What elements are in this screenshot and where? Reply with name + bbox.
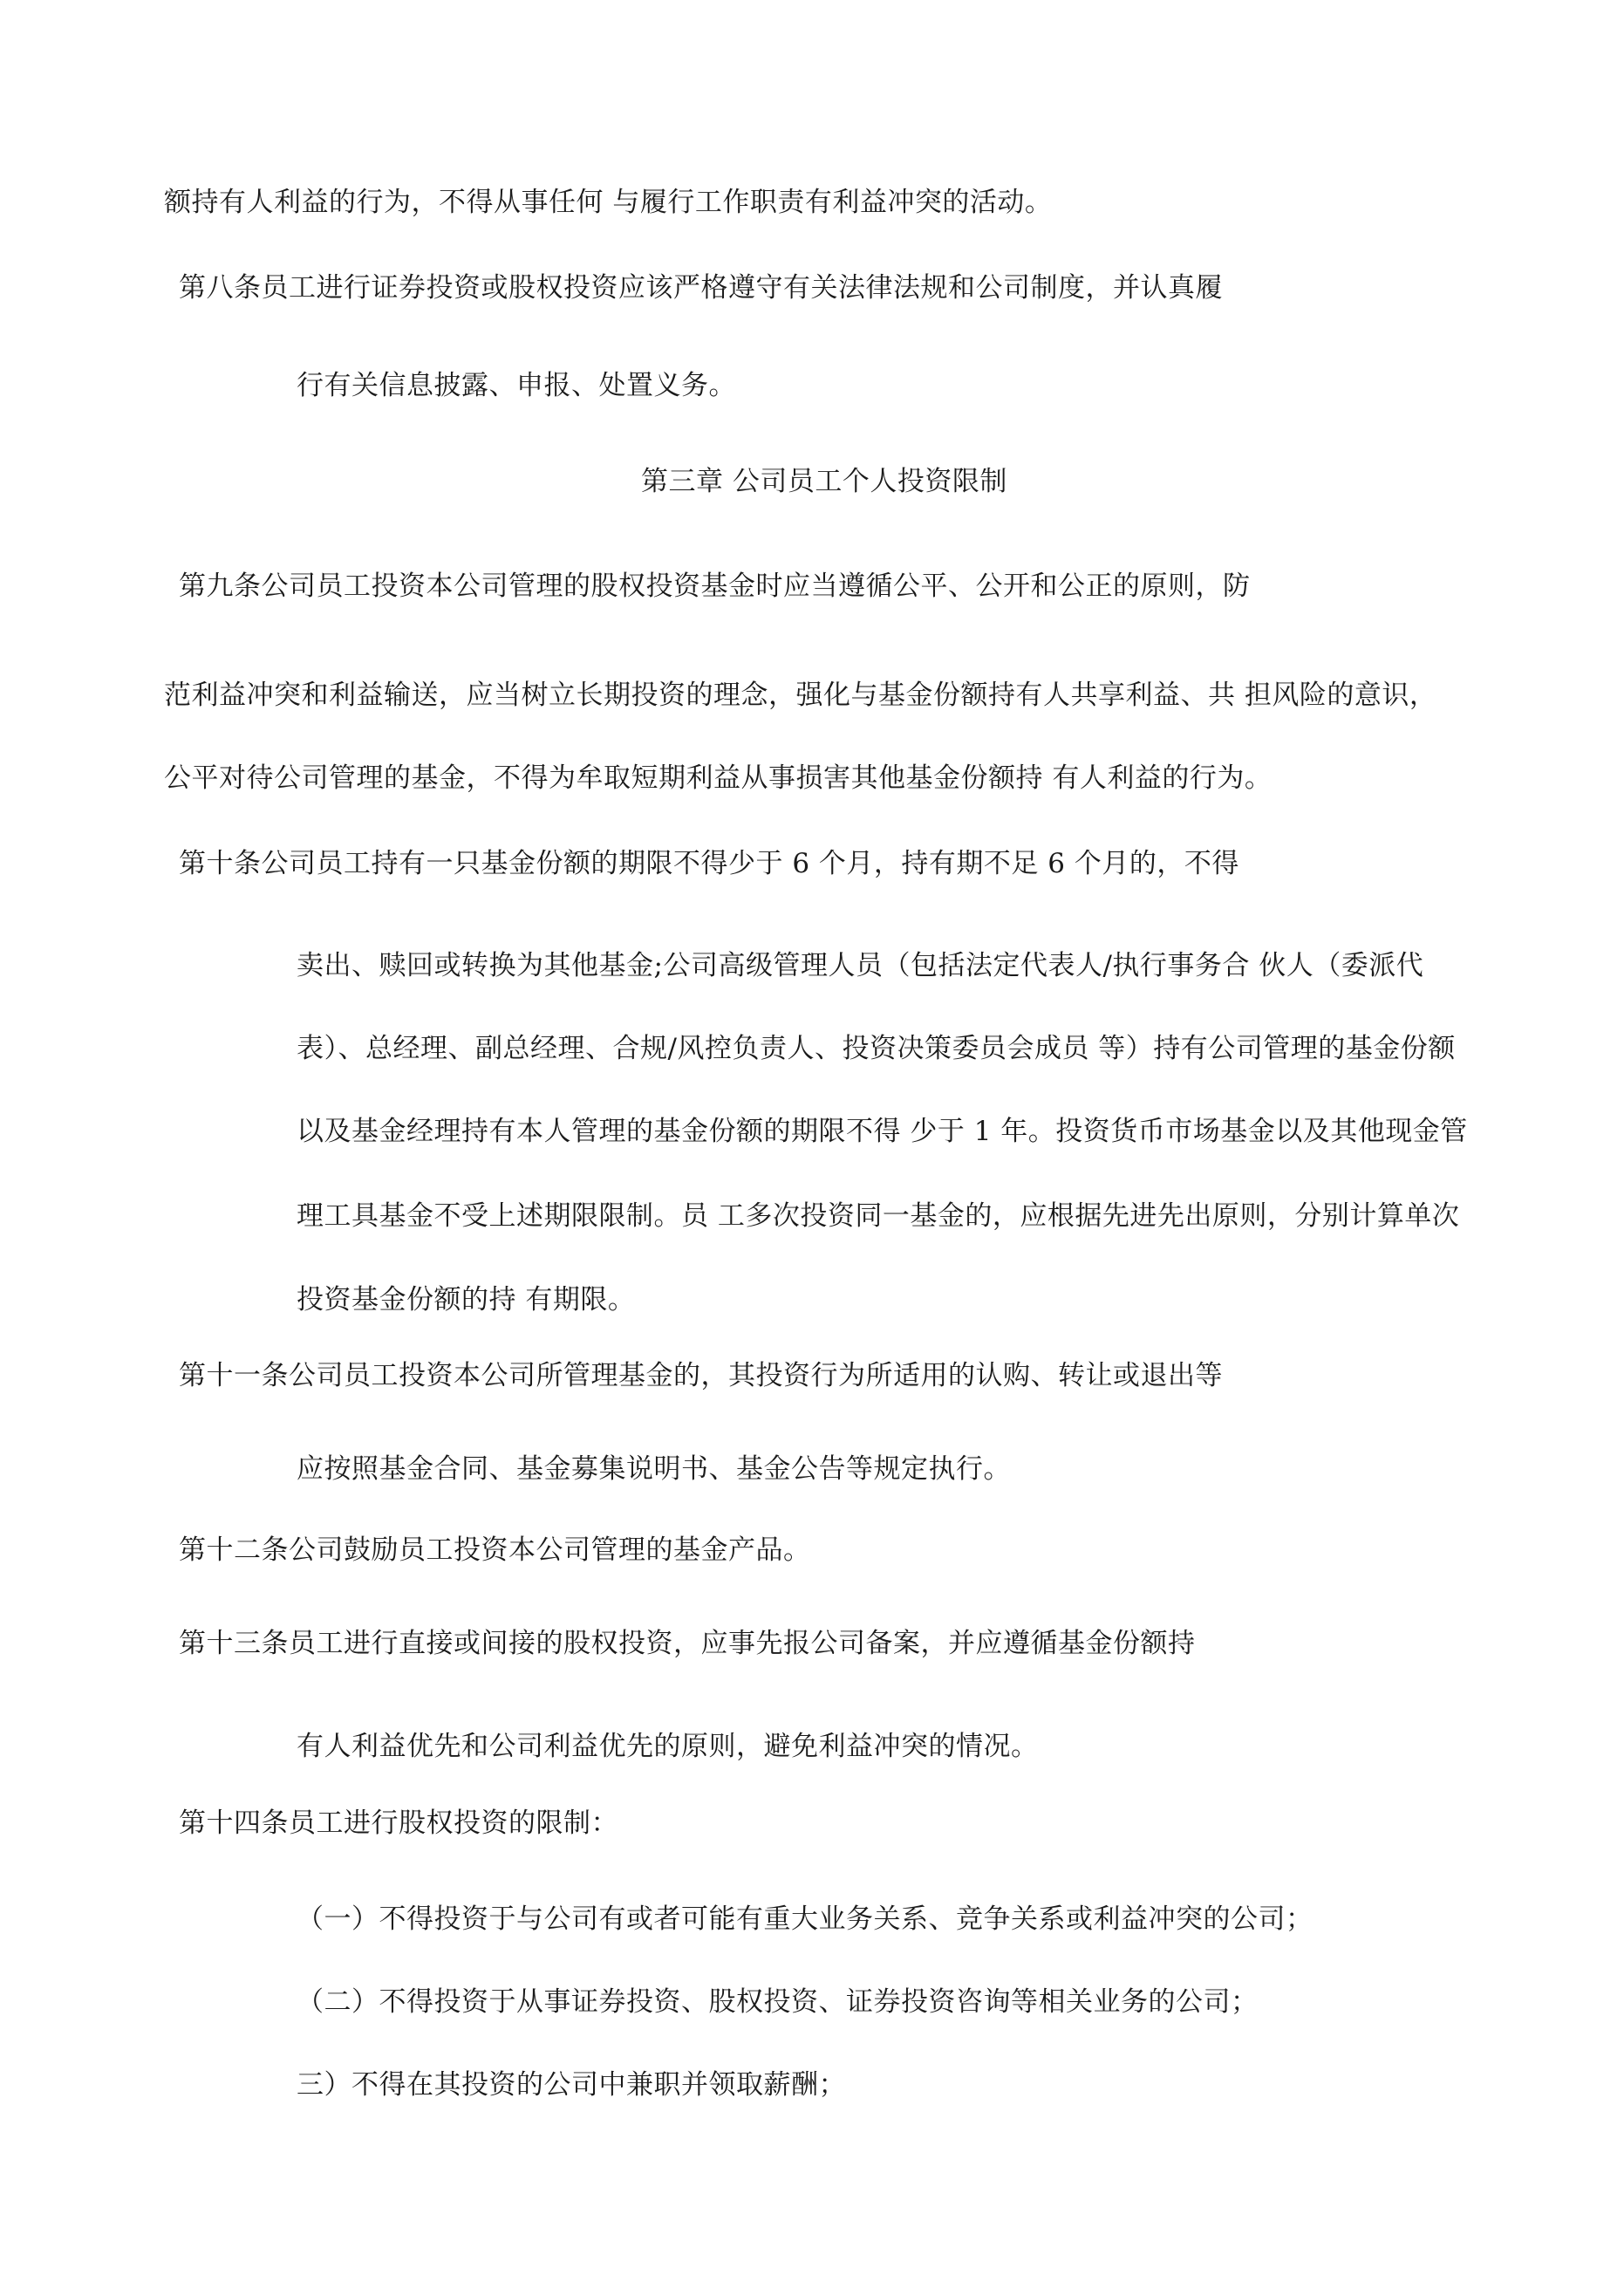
- list-item: （一）不得投资于与公司有或者可能有重大业务关系、竞争关系或利益冲突的公司；: [297, 1903, 1314, 1935]
- paragraph-line: 卖出、赎回或转换为其他基金;公司高级管理人员（包括法定代表人/执行事务合 伙人（委派代: [297, 950, 1424, 981]
- paragraph-line: 理工具基金不受上述期限限制。员 工多次投资同一基金的，应根据先进先出原则，分别计算单次: [297, 1200, 1460, 1232]
- article-12-heading: 第十二条公司鼓励员工投资本公司管理的基金产品。: [179, 1534, 811, 1566]
- article-9-heading: 第九条公司员工投资本公司管理的股权投资基金时应当遵循公平、公开和公正的原则，防: [179, 571, 1251, 602]
- article-11-heading: 第十一条公司员工投资本公司所管理基金的，其投资行为所适用的认购、转让或退出等: [179, 1360, 1223, 1391]
- paragraph-line: 行有关信息披露、申报、处置义务。: [297, 370, 736, 401]
- paragraph-line: 有人利益优先和公司利益优先的原则，避免利益冲突的情况。: [297, 1731, 1039, 1762]
- paragraph-line: 投资基金份额的持 有期限。: [297, 1284, 636, 1315]
- chapter-title: 第三章 公司员工个人投资限制: [641, 466, 1007, 497]
- paragraph-line: 公平对待公司管理的基金，不得为牟取短期利益从事损害其他基金份额持 有人利益的行为。: [164, 762, 1273, 794]
- paragraph-line: 以及基金经理持有本人管理的基金份额的期限不得 少于 1 年。投资货币市场基金以及其他现金管: [297, 1116, 1468, 1147]
- article-13-heading: 第十三条员工进行直接或间接的股权投资，应事先报公司备案，并应遵循基金份额持: [179, 1628, 1196, 1659]
- article-8-heading: 第八条员工进行证券投资或股权投资应该严格遵守有关法律法规和公司制度，并认真履: [179, 272, 1223, 304]
- article-14-heading: 第十四条员工进行股权投资的限制：: [179, 1807, 618, 1839]
- list-item: 三）不得在其投资的公司中兼职并领取薪酬；: [297, 2069, 846, 2101]
- paragraph-line: 额持有人利益的行为，不得从事任何 与履行工作职责有利益冲突的活动。: [164, 187, 1053, 218]
- paragraph-line: 应按照基金合同、基金募集说明书、基金公告等规定执行。: [297, 1453, 1011, 1485]
- paragraph-line: 范利益冲突和利益输送，应当树立长期投资的理念，强化与基金份额持有人共享利益、共 担风险的意识，: [164, 680, 1437, 711]
- list-item: （二）不得投资于从事证券投资、股权投资、证券投资咨询等相关业务的公司；: [297, 1986, 1259, 2018]
- article-10-heading: 第十条公司员工持有一只基金份额的期限不得少于 6 个月，持有期不足 6 个月的，不得: [179, 848, 1239, 879]
- paragraph-line: 表）、总经理、副总经理、合规/风控负责人、投资决策委员会成员 等）持有公司管理的基金份额: [297, 1033, 1456, 1064]
